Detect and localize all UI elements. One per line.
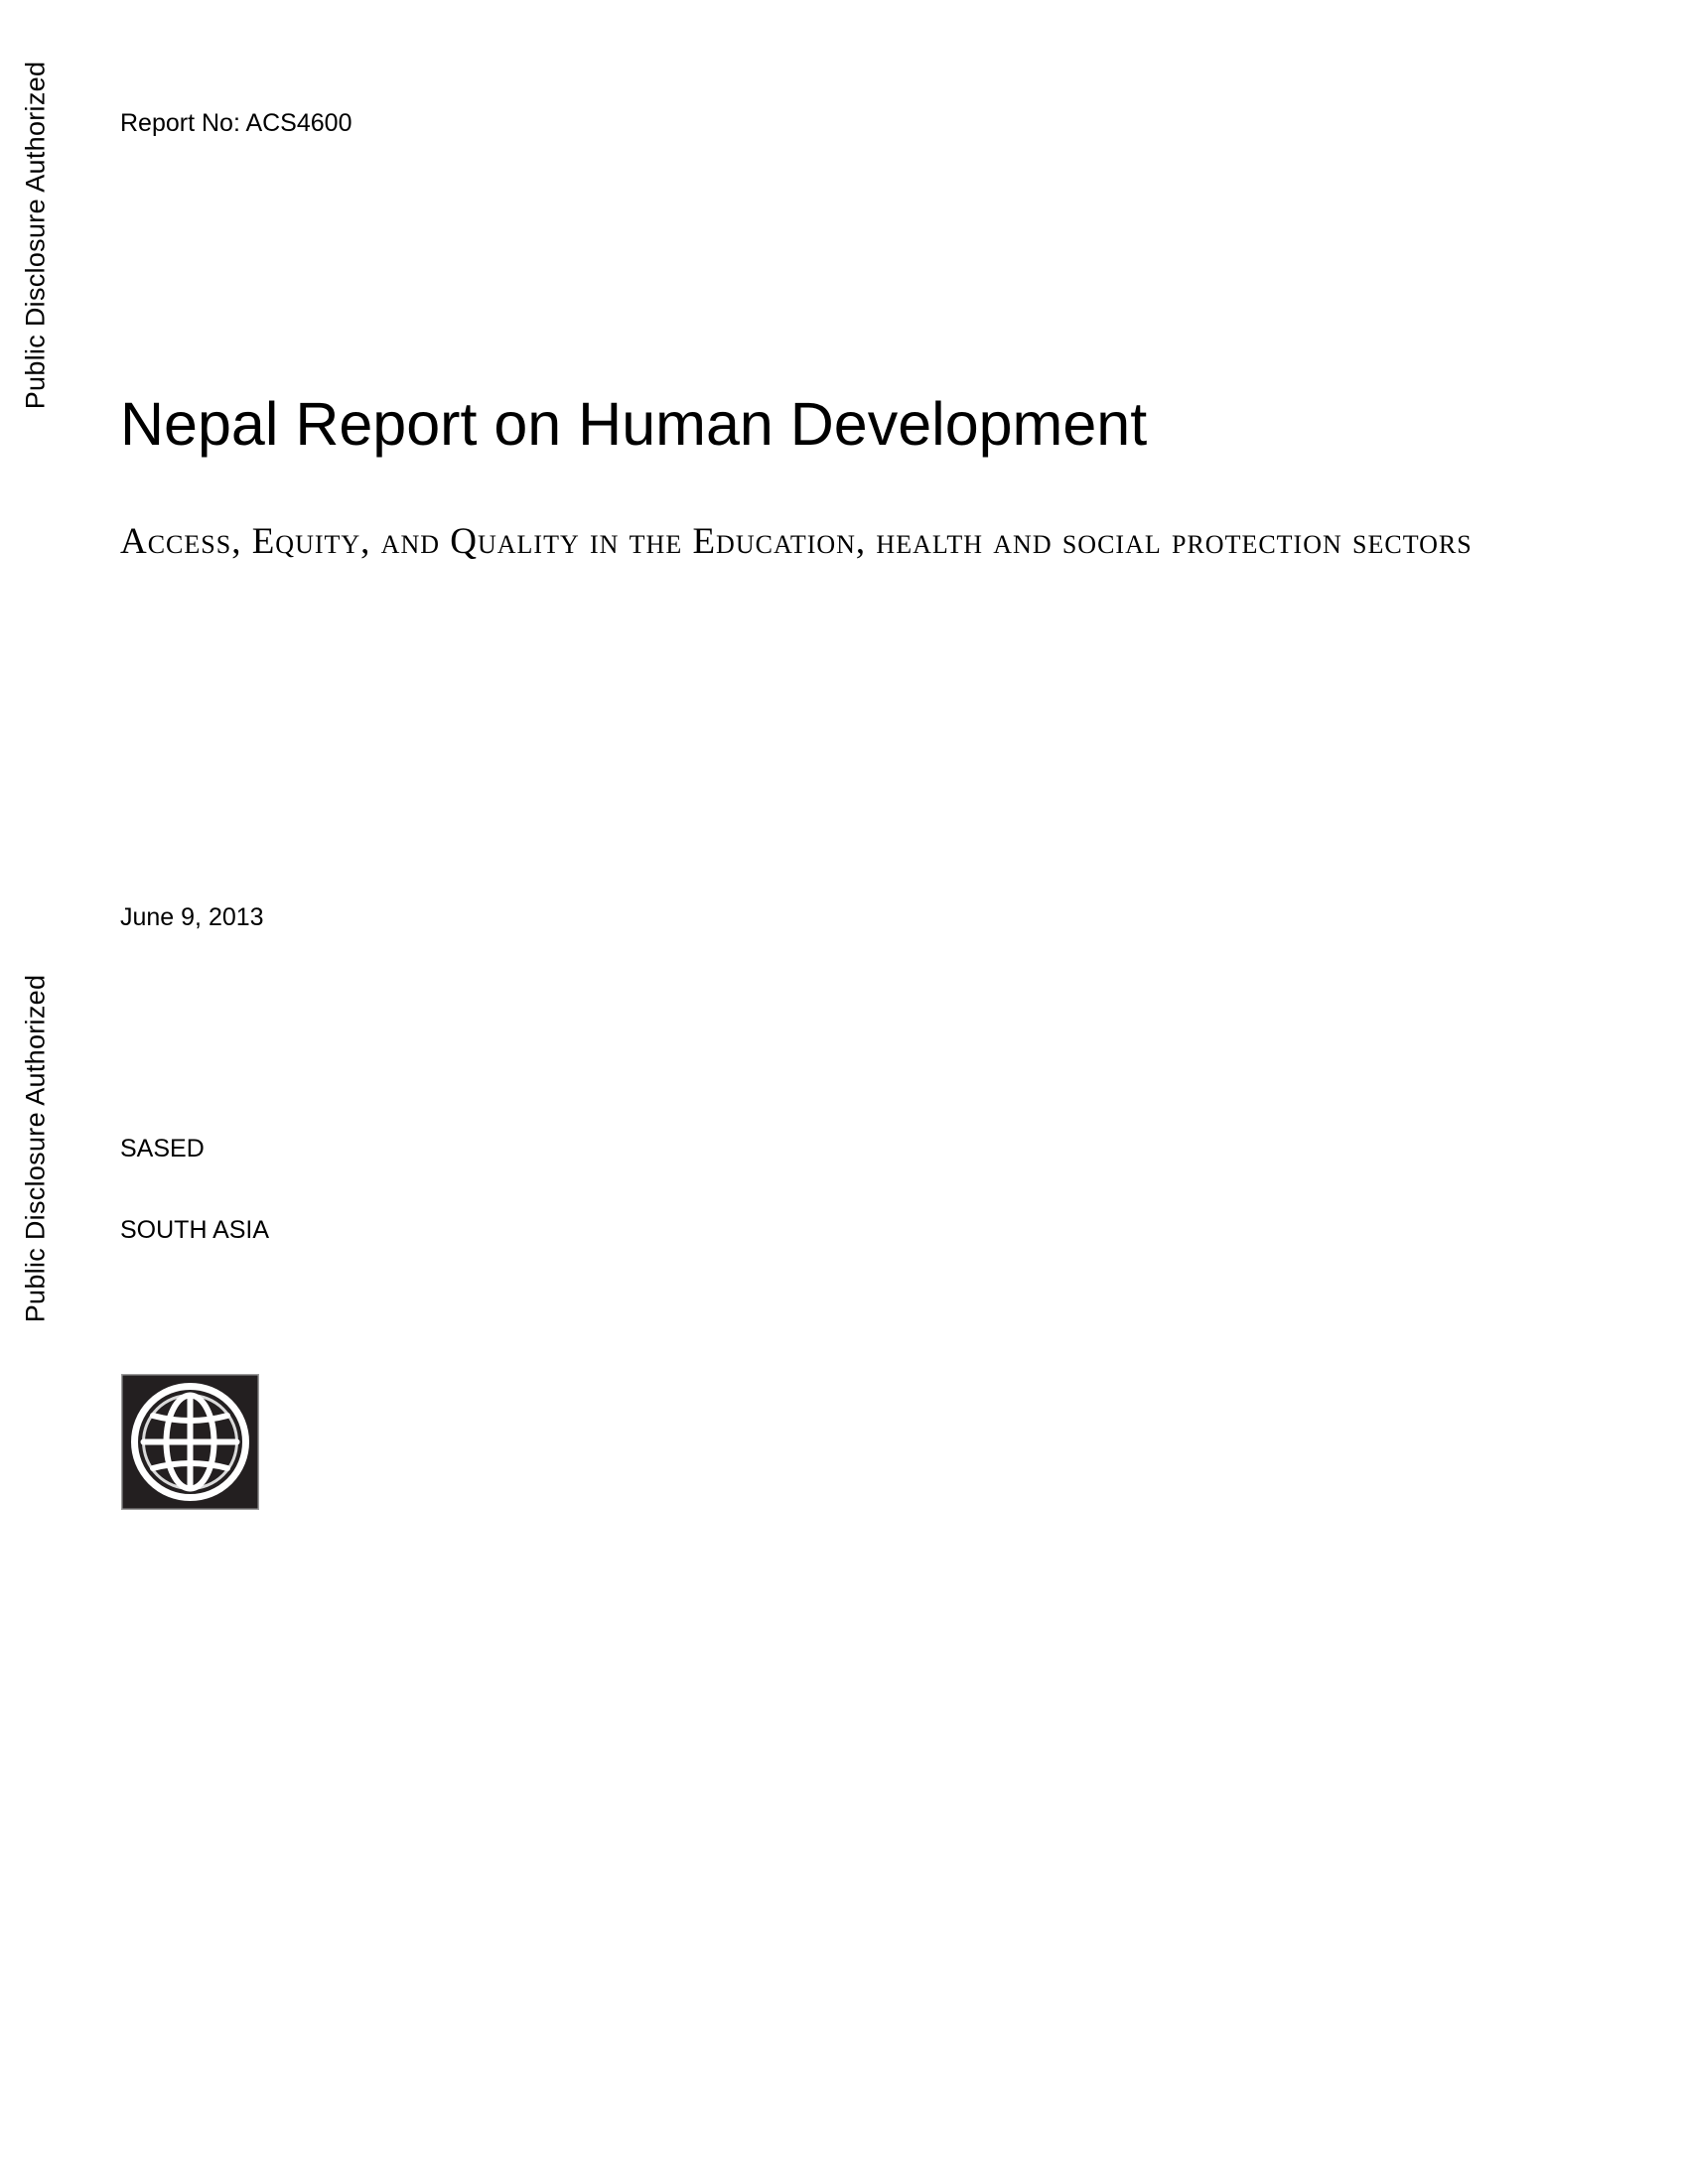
world-bank-logo [121,1374,259,1510]
report-subtitle: Access, Equity, and Quality in the Education, health and social protection sectors [120,521,1473,562]
disclosure-stamp-top: Public Disclosure Authorized [20,61,51,410]
disclosure-stamp-bottom: Public Disclosure Authorized [20,974,51,1323]
report-title: Nepal Report on Human Development [120,390,1148,458]
region-label: SOUTH ASIA [120,1216,270,1244]
report-number: Report No: ACS4600 [120,109,352,137]
department-unit: SASED [120,1135,205,1162]
globe-icon [121,1374,259,1510]
report-date: June 9, 2013 [120,903,264,931]
